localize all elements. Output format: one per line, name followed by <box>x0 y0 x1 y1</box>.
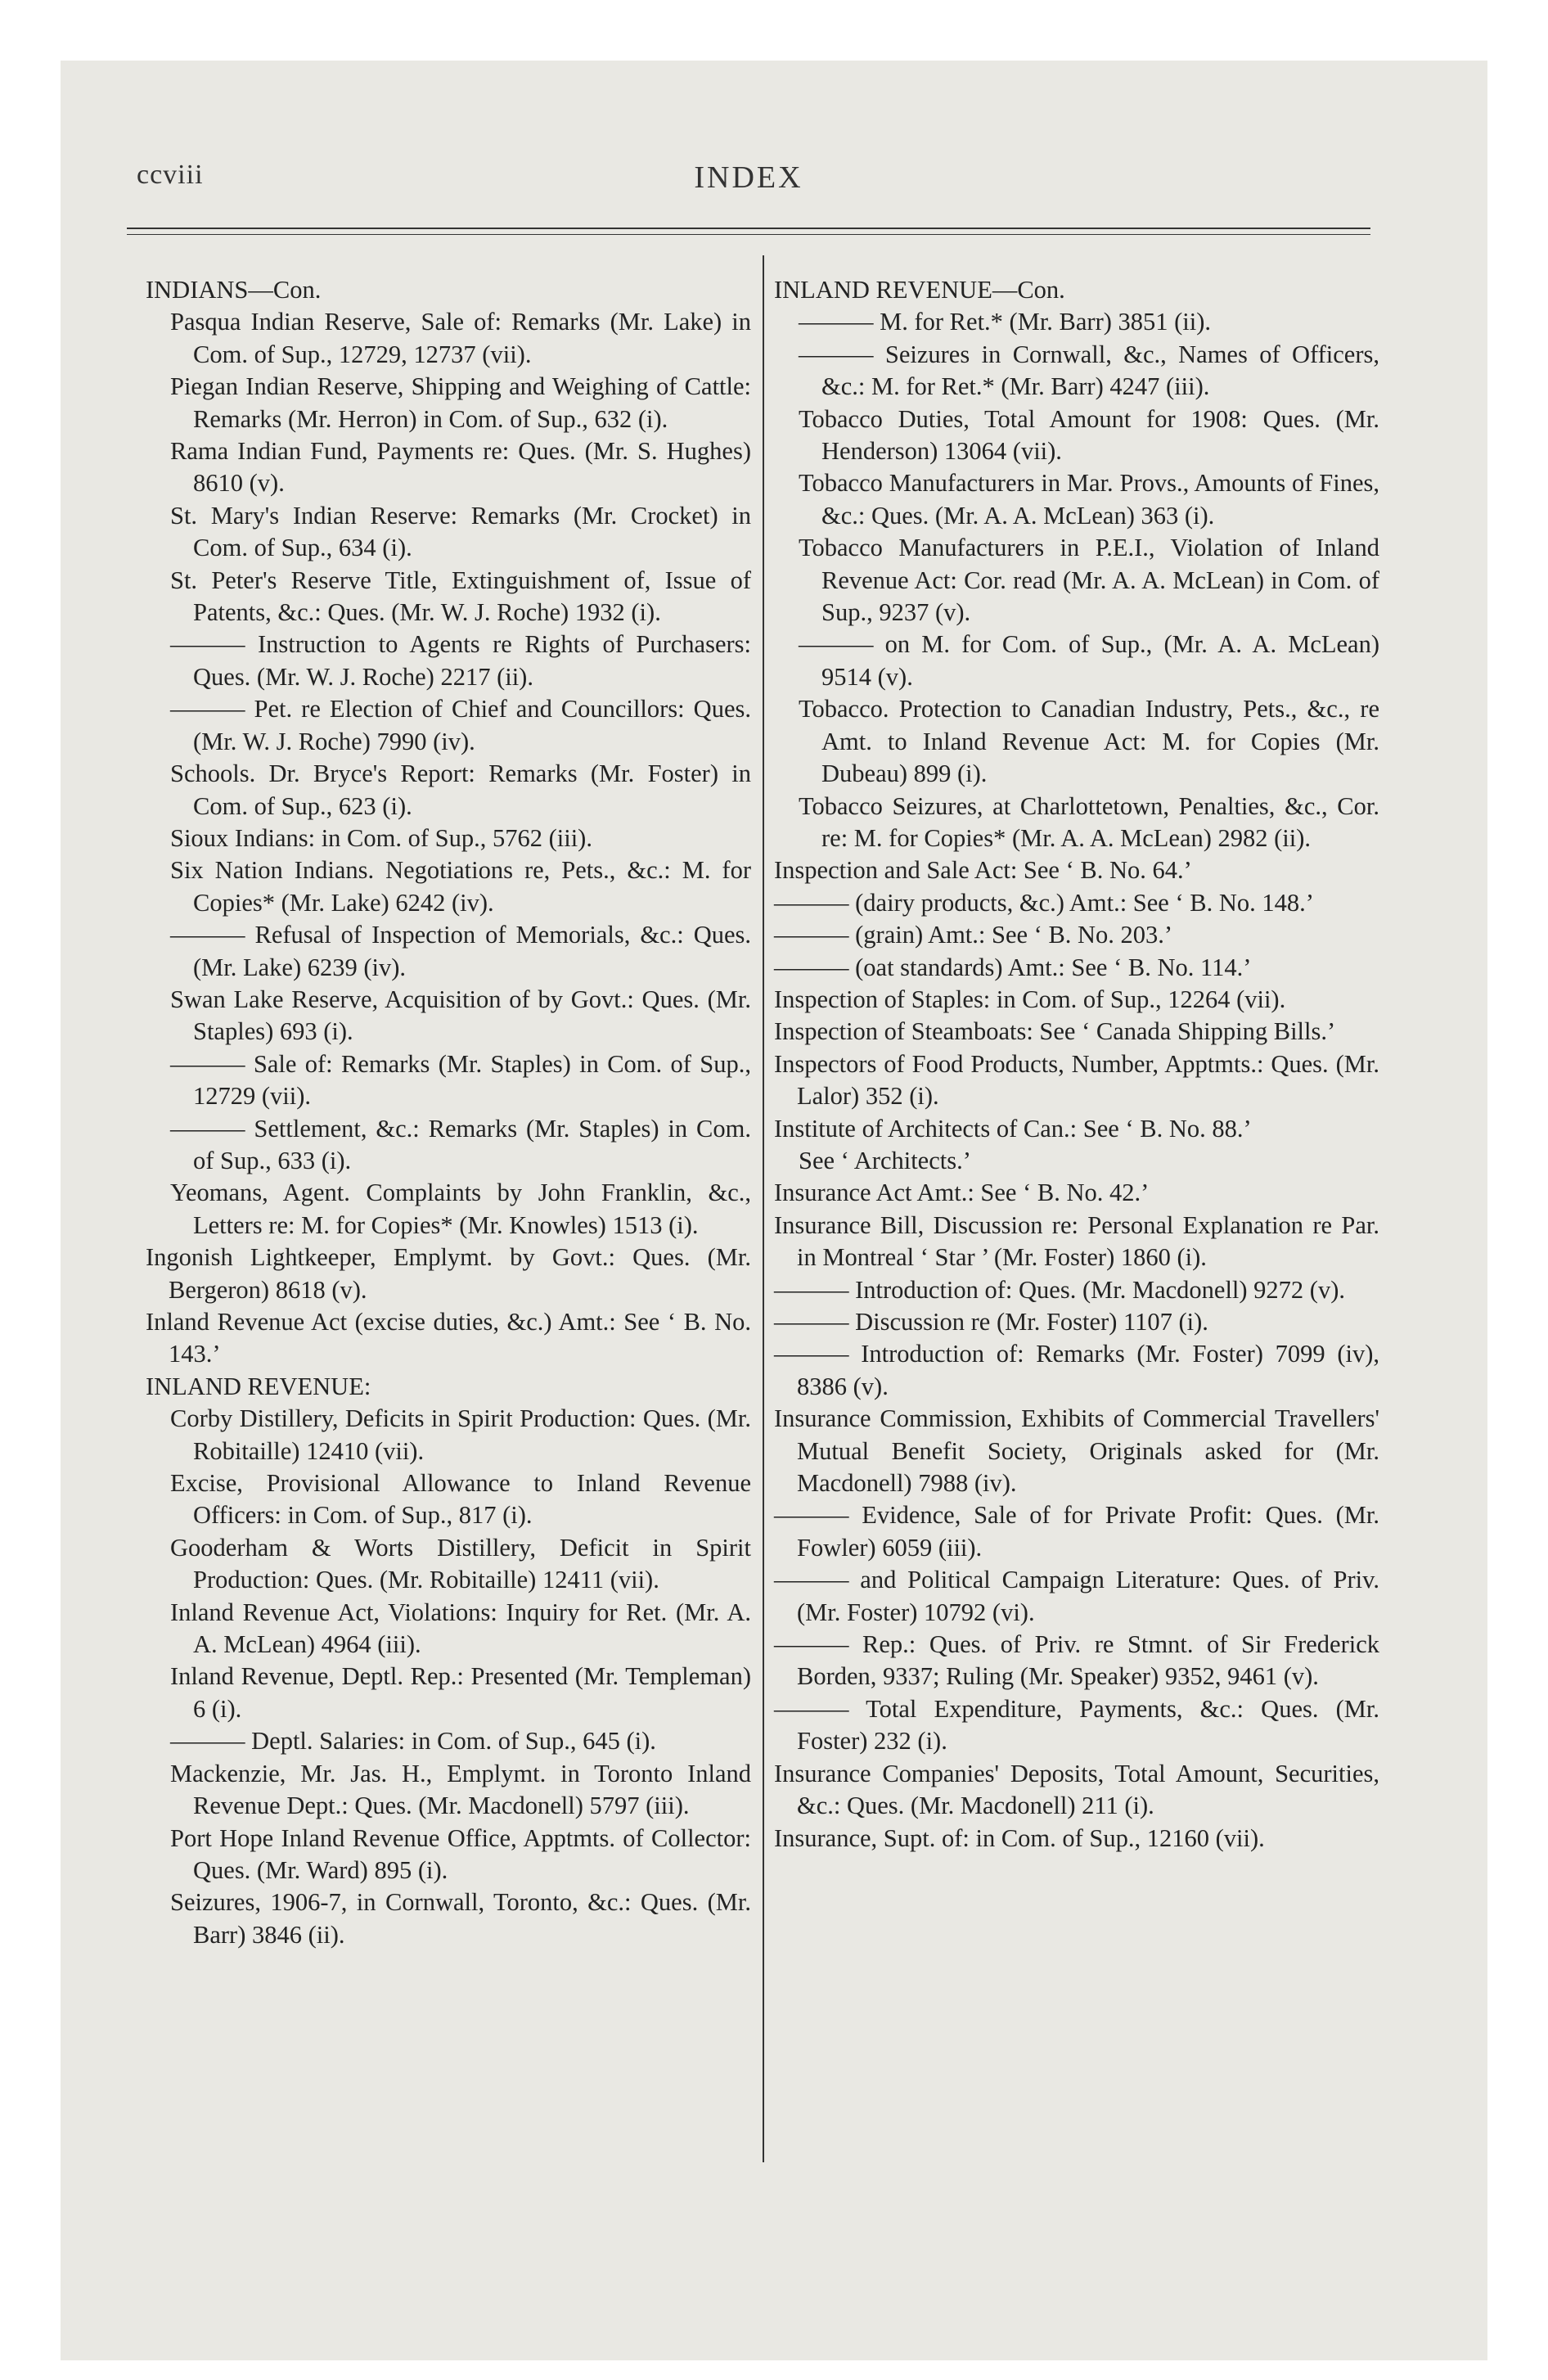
index-entry: Piegan Indian Reserve, Shipping and Weighing of Cattle: Remarks (Mr. Herron) in Com. of Sup., 632 (i). <box>170 372 751 433</box>
index-entry: Inspectors of Food Products, Number, Apptmts.: Ques. (Mr. Lalor) 352 (i). <box>774 1049 1379 1111</box>
index-entry: Tobacco. Protection to Canadian Industry, Pets., &c., re Amt. to Inland Revenue Act: M. for Copies (Mr. Dubeau) 899 (i). <box>799 695 1379 788</box>
index-entry: Sioux Indians: in Com. of Sup., 5762 (iii). <box>170 823 592 852</box>
index-entry: INLAND REVENUE: <box>146 1372 371 1400</box>
index-entry: INDIANS—Con. <box>146 276 322 304</box>
index-entry: Pasqua Indian Reserve, Sale of: Remarks (Mr. Lake) in Com. of Sup., 12729, 12737 (vii). <box>170 308 751 368</box>
index-entry: ——— Evidence, Sale of for Private Profit: Ques. (Mr. Fowler) 6059 (iii). <box>774 1501 1379 1562</box>
index-entry: ——— Discussion re (Mr. Foster) 1107 (i). <box>774 1308 1208 1336</box>
index-entry: ——— (oat standards) Amt.: See ‘ B. No. 114.’ <box>774 953 1252 981</box>
index-entry: Insurance Commission, Exhibits of Commercial Travellers' Mutual Benefit Society, Originals asked for (Mr. Macdonell) 7988 (iv). <box>774 1404 1379 1498</box>
index-entry: ——— on M. for Com. of Sup., (Mr. A. A. McLean) 9514 (v). <box>799 630 1379 691</box>
index-entry: ——— Deptl. Salaries: in Com. of Sup., 645 (i). <box>170 1727 656 1756</box>
index-entry: ——— Seizures in Cornwall, &c., Names of Officers, &c.: M. for Ret.* (Mr. Barr) 4247 (iii). <box>799 340 1379 401</box>
index-entry: ——— Total Expenditure, Payments, &c.: Ques. (Mr. Foster) 232 (i). <box>774 1694 1379 1756</box>
index-entry: ——— Introduction of: Remarks (Mr. Foster) 7099 (iv), 8386 (v). <box>774 1340 1379 1400</box>
index-entry: Institute of Architects of Can.: See ‘ B. No. 88.’ <box>774 1114 1252 1143</box>
index-entry: ——— (grain) Amt.: See ‘ B. No. 203.’ <box>774 921 1173 949</box>
index-entry: ——— M. for Ret.* (Mr. Barr) 3851 (ii). <box>799 308 1212 336</box>
index-entry: Swan Lake Reserve, Acquisition of by Govt.: Ques. (Mr. Staples) 693 (i). <box>170 985 751 1046</box>
index-entry: Insurance, Supt. of: in Com. of Sup., 12160 (vii). <box>774 1823 1265 1852</box>
index-entry: INLAND REVENUE—Con. <box>774 276 1065 304</box>
header-rule-thin <box>127 234 1370 235</box>
index-entry: ——— (dairy products, &c.) Amt.: See ‘ B. No. 148.’ <box>774 888 1314 917</box>
index-entry: Inland Revenue Act, Violations: Inquiry for Ret. (Mr. A. A. McLean) 4964 (iii). <box>170 1598 751 1659</box>
index-entry: Ingonish Lightkeeper, Emplymt. by Govt.: Ques. (Mr. Bergeron) 8618 (v). <box>146 1243 751 1304</box>
index-entry: St. Peter's Reserve Title, Extinguishment of, Issue of Patents, &c.: Ques. (Mr. W. J. Roche) 1932 (i). <box>170 566 751 627</box>
index-entry: ——— Sale of: Remarks (Mr. Staples) in Com. of Sup., 12729 (vii). <box>170 1049 751 1111</box>
index-entry: St. Mary's Indian Reserve: Remarks (Mr. Crocket) in Com. of Sup., 634 (i). <box>170 501 751 562</box>
index-entry: Port Hope Inland Revenue Office, Apptmts. of Collector: Ques. (Mr. Ward) 895 (i). <box>170 1823 751 1884</box>
index-entry: Tobacco Manufacturers in P.E.I., Violation of Inland Revenue Act: Cor. read (Mr. A. A. McLean) in Com. of Sup., 9237 (v). <box>799 534 1379 627</box>
index-entry: Inspection of Staples: in Com. of Sup., 12264 (vii). <box>774 985 1286 1013</box>
index-entry: Inland Revenue Act (excise duties, &c.) Amt.: See ‘ B. No. 143.’ <box>146 1308 751 1368</box>
index-entry: ——— Refusal of Inspection of Memorials, &c.: Ques. (Mr. Lake) 6239 (iv). <box>170 921 751 981</box>
index-entry: ——— Instruction to Agents re Rights of Purchasers: Ques. (Mr. W. J. Roche) 2217 (ii). <box>170 630 751 691</box>
page-header <box>127 160 1370 209</box>
page-number: ccviii <box>137 160 204 190</box>
index-entry: Schools. Dr. Bryce's Report: Remarks (Mr. Foster) in Com. of Sup., 623 (i). <box>170 760 751 820</box>
right-column <box>774 274 1379 1855</box>
index-entry: Inspection and Sale Act: See ‘ B. No. 64.’ <box>774 856 1192 885</box>
index-entry: Six Nation Indians. Negotiations re, Pets., &c.: M. for Copies* (Mr. Lake) 6242 (iv). <box>170 856 751 917</box>
column-divider <box>763 255 764 2162</box>
index-entry: Mackenzie, Mr. Jas. H., Emplymt. in Toronto Inland Revenue Dept.: Ques. (Mr. Macdonell) 5797 (iii). <box>170 1759 751 1820</box>
index-entry: ——— Introduction of: Ques. (Mr. Macdonell) 9272 (v). <box>774 1275 1345 1304</box>
index-entry: Yeomans, Agent. Complaints by John Franklin, &c., Letters re: M. for Copies* (Mr. Knowles) 1513 (i). <box>170 1179 751 1239</box>
index-entry: ——— Settlement, &c.: Remarks (Mr. Staples) in Com. of Sup., 633 (i). <box>170 1114 751 1174</box>
index-entry: See ‘ Architects.’ <box>799 1146 971 1174</box>
index-entry: ——— Rep.: Ques. of Priv. re Stmnt. of Sir Frederick Borden, 9337; Ruling (Mr. Speaker) 9352, 9461 (v). <box>774 1630 1379 1691</box>
index-entry: Seizures, 1906-7, in Cornwall, Toronto, &c.: Ques. (Mr. Barr) 3846 (ii). <box>170 1888 751 1949</box>
index-entry: Insurance Bill, Discussion re: Personal Explanation re Par. in Montreal ‘ Star ’ (Mr. Foster) 1860 (i). <box>774 1210 1379 1272</box>
header-rule <box>127 228 1370 229</box>
index-entry: Insurance Act Amt.: See ‘ B. No. 42.’ <box>774 1179 1150 1207</box>
index-entry: Corby Distillery, Deficits in Spirit Production: Ques. (Mr. Robitaille) 12410 (vii). <box>170 1404 751 1465</box>
index-entry: Inspection of Steamboats: See ‘ Canada Shipping Bills.’ <box>774 1017 1336 1046</box>
index-entry: Tobacco Seizures, at Charlottetown, Penalties, &c., Cor. re: M. for Copies* (Mr. A. A. McLean) 2982 (ii). <box>799 791 1379 852</box>
index-entry: ——— and Political Campaign Literature: Ques. of Priv. (Mr. Foster) 10792 (vi). <box>774 1566 1379 1626</box>
index-entry: ——— Pet. re Election of Chief and Councillors: Ques. (Mr. W. J. Roche) 7990 (iv). <box>170 695 751 755</box>
index-entry: Excise, Provisional Allowance to Inland Revenue Officers: in Com. of Sup., 817 (i). <box>170 1469 751 1530</box>
left-column <box>146 274 751 1951</box>
index-entry: Inland Revenue, Deptl. Rep.: Presented (Mr. Templeman) 6 (i). <box>170 1662 751 1723</box>
index-entry: Gooderham & Worts Distillery, Deficit in Spirit Production: Ques. (Mr. Robitaille) 12411 (vii). <box>170 1533 751 1594</box>
page-title: INDEX <box>694 160 803 195</box>
index-entry: Insurance Companies' Deposits, Total Amount, Securities, &c.: Ques. (Mr. Macdonell) 211 (i). <box>774 1759 1379 1820</box>
index-entry: Tobacco Manufacturers in Mar. Provs., Amounts of Fines, &c.: Ques. (Mr. A. A. McLean) 363 (i). <box>799 469 1379 530</box>
index-entry: Rama Indian Fund, Payments re: Ques. (Mr. S. Hughes) 8610 (v). <box>170 437 751 498</box>
index-entry: Tobacco Duties, Total Amount for 1908: Ques. (Mr. Henderson) 13064 (vii). <box>799 404 1379 466</box>
